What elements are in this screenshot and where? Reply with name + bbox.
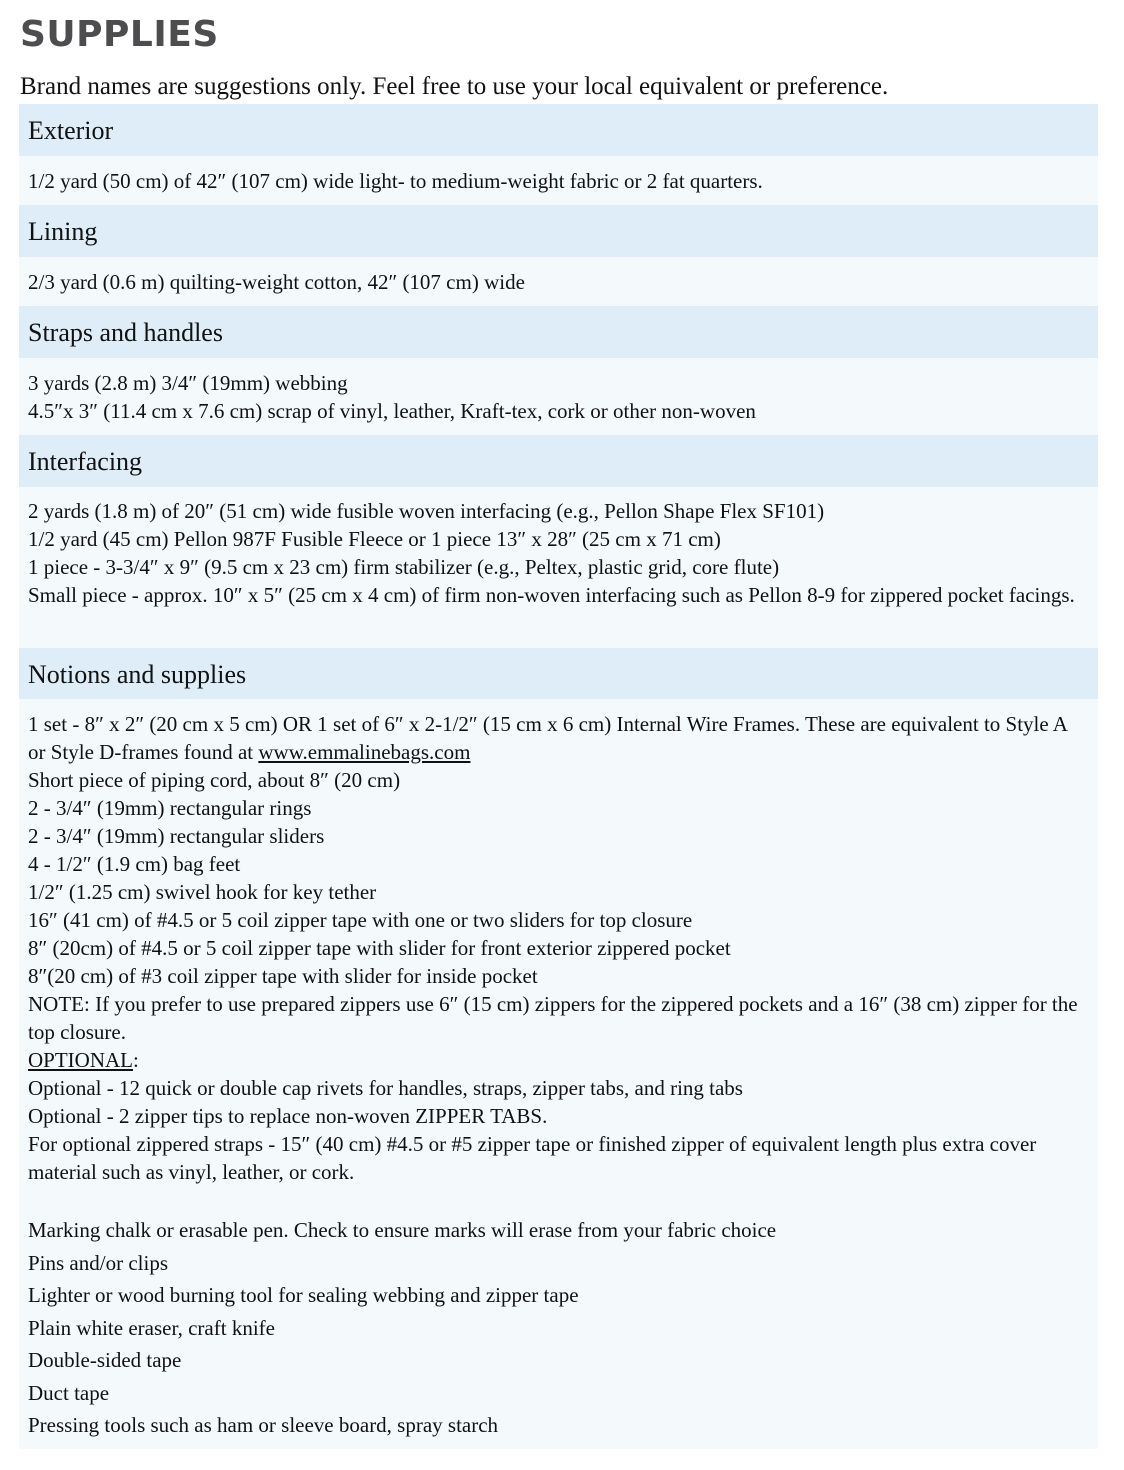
supply-line: 1/2″ (1.25 cm) swivel hook for key tether xyxy=(28,880,377,904)
supply-line: 4 - 1/2″ (1.9 cm) bag feet xyxy=(28,852,241,876)
section-heading-notions: Notions and supplies xyxy=(19,648,1098,699)
section-heading-interfacing: Interfacing xyxy=(19,435,1098,487)
blank-line xyxy=(28,1186,1088,1214)
section-heading-straps: Straps and handles xyxy=(19,306,1098,358)
supply-line: 2 - 3/4″ (19mm) rectangular sliders xyxy=(28,824,325,848)
section-body-notions xyxy=(19,699,1098,1449)
tool-line: Duct tape xyxy=(28,1380,110,1405)
section-body-interfacing xyxy=(19,487,1098,648)
optional-line: Optional - 2 zipper tips to replace non-woven ZIPPER TABS. xyxy=(28,1104,548,1128)
supply-line: 8″(20 cm) of #3 coil zipper tape with slider for inside pocket xyxy=(28,964,538,988)
frames-line xyxy=(28,710,1088,766)
optional-line: Optional - 12 quick or double cap rivets for handles, straps, zipper tabs, and ring tabs xyxy=(28,1076,743,1100)
optional-colon: : xyxy=(133,1048,139,1072)
tools-list xyxy=(28,1214,1088,1442)
supply-line: 2/3 yard (0.6 m) quilting-weight cotton, 42″ (107 cm) wide xyxy=(28,270,525,294)
optional-heading xyxy=(28,1046,1088,1074)
supply-line: 8″ (20cm) of #4.5 or 5 coil zipper tape with slider for front exterior zippered pocket xyxy=(28,936,731,960)
supply-line: 1/2 yard (50 cm) of 42″ (107 cm) wide light- to medium-weight fabric or 2 fat quarters. xyxy=(28,169,763,193)
supply-line: 16″ (41 cm) of #4.5 or 5 coil zipper tape with one or two sliders for top closure xyxy=(28,908,693,932)
zippered-straps-line: For optional zippered straps - 15″ (40 cm) #4.5 or #5 zipper tape or finished zipper of equivalent length plus extra cover material such as vinyl, leather, or cork. xyxy=(28,1132,1037,1184)
zipper-note: NOTE: If you prefer to use prepared zippers use 6″ (15 cm) zippers for the zippered pockets and a 16″ (38 cm) zipper for the top closure. xyxy=(28,992,1078,1044)
section-body-straps xyxy=(19,358,1098,435)
supply-line: 1/2 yard (45 cm) Pellon 987F Fusible Fleece or 1 piece 13″ x 28″ (25 cm x 71 cm) xyxy=(28,527,721,551)
supply-line: 2 - 3/4″ (19mm) rectangular rings xyxy=(28,796,312,820)
emmalinebags-link[interactable]: www.emmalinebags.com xyxy=(258,740,471,764)
tool-line: Double-sided tape xyxy=(28,1348,182,1372)
section-heading-exterior: Exterior xyxy=(19,104,1098,156)
frames-text: 1 set - 8″ x 2″ (20 cm x 5 cm) OR 1 set of 6″ x 2-1/2″ (15 cm x 6 cm) Internal Wire Frames. These are equivalent to Style A or Style D-frames found at xyxy=(28,712,1067,764)
tool-line: Plain white eraser, craft knife xyxy=(28,1315,275,1340)
page-title: SUPPLIES xyxy=(20,14,219,55)
supply-line: Small piece - approx. 10″ x 5″ (25 cm x 4 cm) of firm non-woven interfacing such as Pellon 8-9 for zippered pocket facings. xyxy=(28,583,1075,607)
supply-line: 2 yards (1.8 m) of 20″ (51 cm) wide fusible woven interfacing (e.g., Pellon Shape Flex SF101) xyxy=(28,499,825,523)
tool-line: Pressing tools such as ham or sleeve board, spray starch xyxy=(28,1413,499,1437)
section-heading-lining: Lining xyxy=(19,205,1098,257)
section-body-lining xyxy=(19,257,1098,306)
optional-label: OPTIONAL xyxy=(28,1048,133,1072)
supply-line: 4.5″x 3″ (11.4 cm x 7.6 cm) scrap of vinyl, leather, Kraft-tex, cork or other non-woven xyxy=(28,399,756,423)
supply-line: 1 piece - 3-3/4″ x 9″ (9.5 cm x 23 cm) firm stabilizer (e.g., Peltex, plastic grid, core flute) xyxy=(28,555,780,579)
intro-text: Brand names are suggestions only. Feel free to use your local equivalent or preference. xyxy=(20,73,889,100)
supply-line: 3 yards (2.8 m) 3/4″ (19mm) webbing xyxy=(28,371,348,395)
tool-line: Lighter or wood burning tool for sealing webbing and zipper tape xyxy=(28,1283,579,1307)
supply-line: Short piece of piping cord, about 8″ (20 cm) xyxy=(28,768,401,792)
section-body-exterior xyxy=(19,156,1098,205)
tool-line: Pins and/or clips xyxy=(28,1250,168,1275)
tool-line: Marking chalk or erasable pen. Check to ensure marks will erase from your fabric choice xyxy=(28,1218,777,1242)
